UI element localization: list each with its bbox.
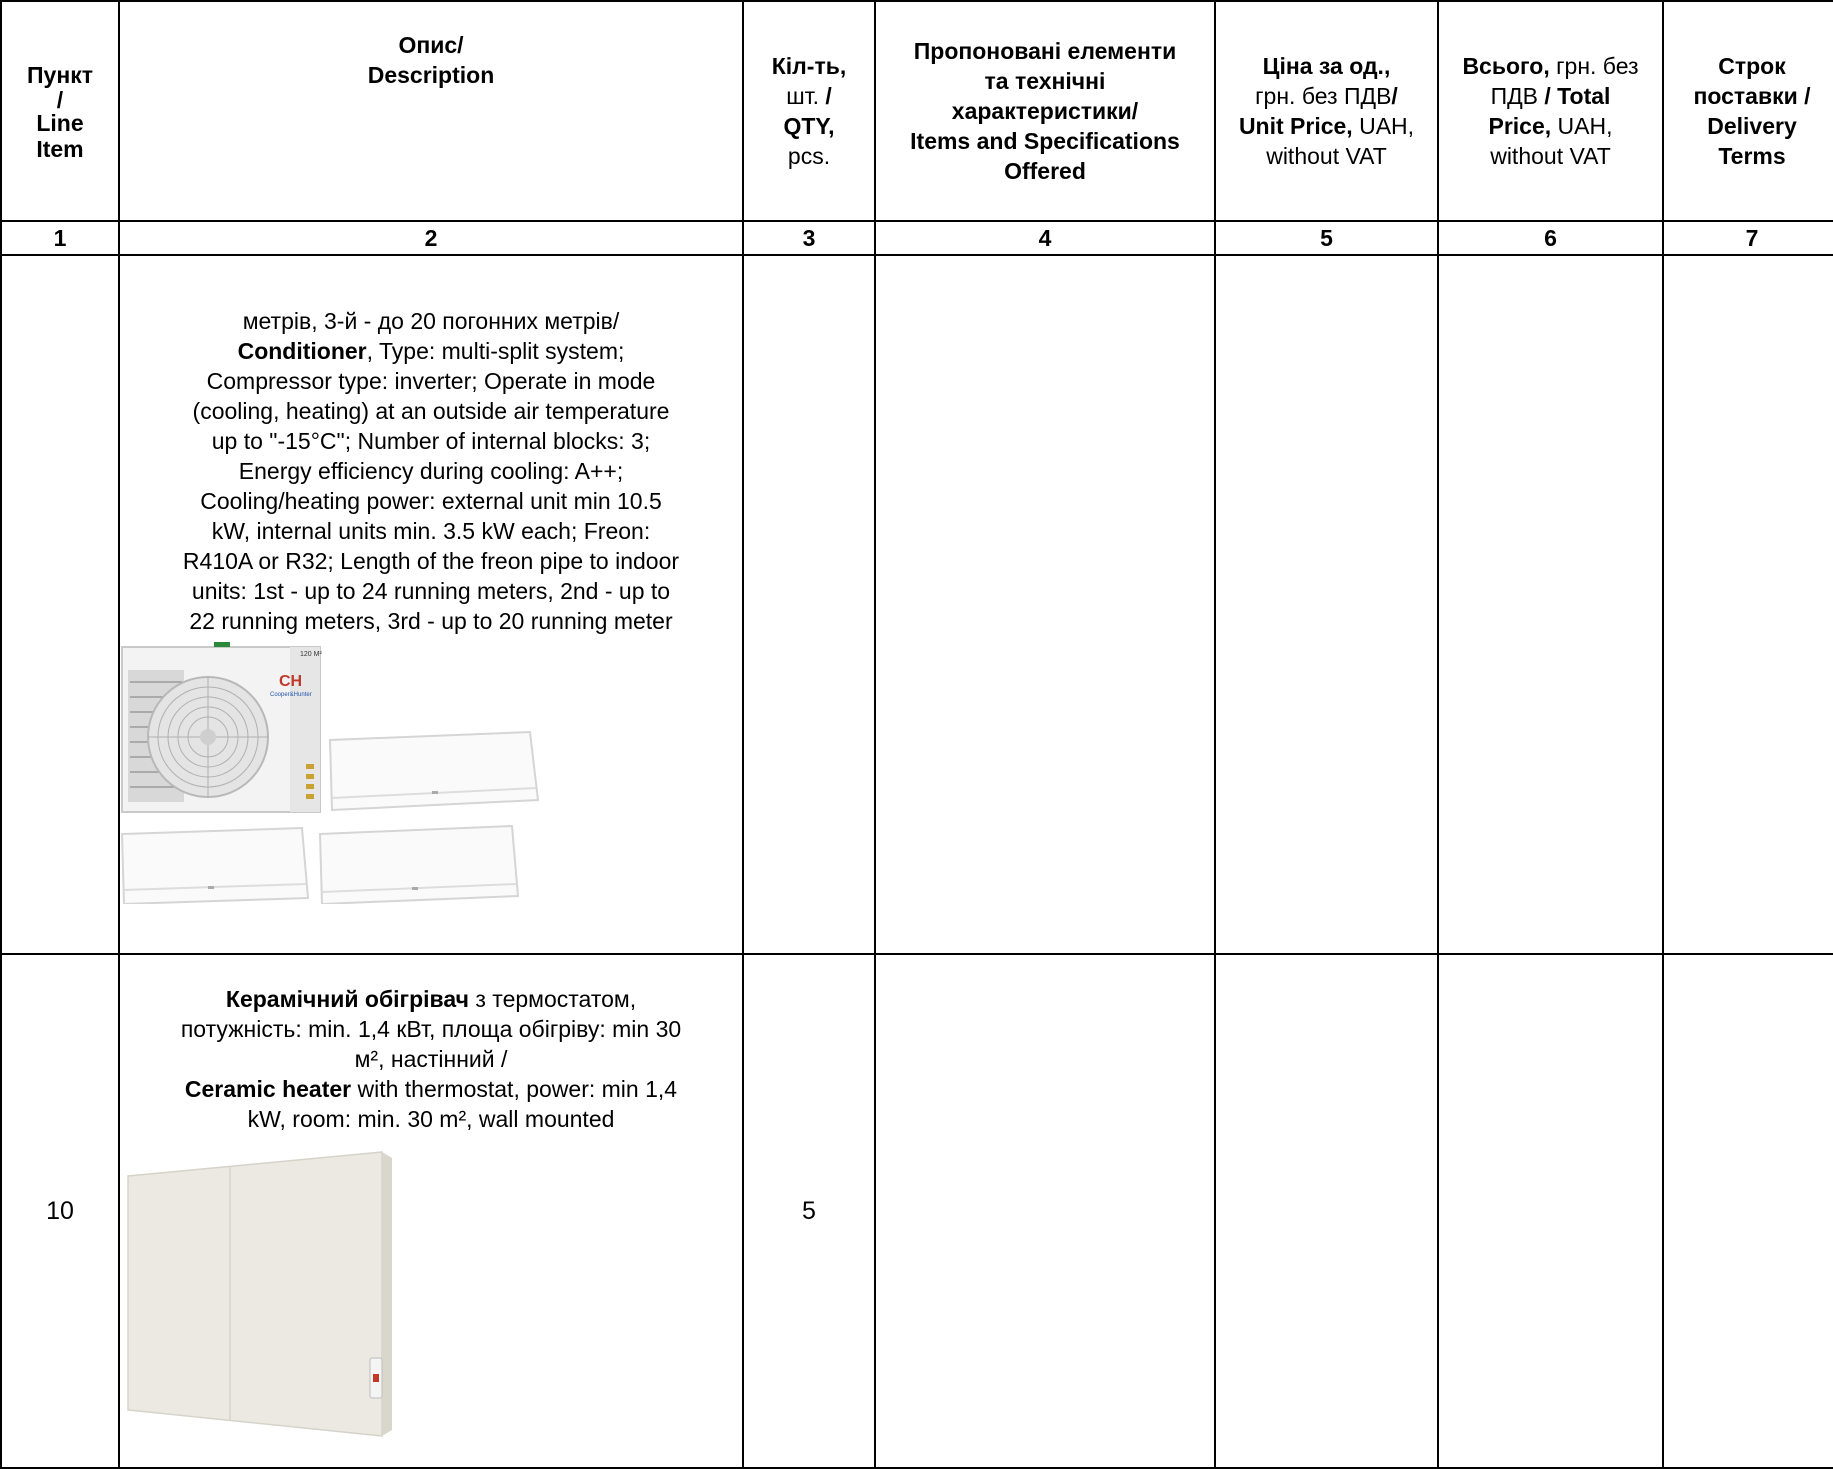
description-line: units: 1st - up to 24 running meters, 2nd - up to [191, 577, 671, 604]
column-number: 1 [1, 221, 119, 255]
area-label: 120 M² [300, 650, 322, 658]
header-text: Пропоновані елементи [913, 38, 1177, 64]
description-cell [119, 954, 743, 1468]
header-text: Item [36, 136, 84, 162]
header-text: Пункт [27, 62, 93, 88]
header-text: поставки / [1693, 83, 1811, 109]
header-text: ПДВ [1490, 83, 1539, 109]
header-text: pcs. [787, 143, 831, 169]
description-bold: Conditioner [237, 337, 367, 364]
description-line: (cooling, heating) at an outside air temperature [192, 397, 670, 424]
header-qty [743, 1, 875, 221]
description-line: with thermostat, power: min 1,4 [351, 1076, 678, 1102]
brand-subtitle: Cooper&Hunter [270, 691, 312, 698]
header-text: характеристики/ [951, 98, 1139, 124]
header-text: Опис/ [398, 32, 464, 58]
description-line: Cooling/heating power: external unit min 10.5 [200, 487, 662, 514]
description-line: метрів, 3-й - до 20 погонних метрів/ [242, 307, 620, 334]
description-cell [119, 255, 743, 954]
header-text: Всього, [1462, 53, 1550, 79]
column-number: 5 [1215, 221, 1438, 255]
delivery-terms-cell [1663, 255, 1833, 954]
total-price-cell [1438, 954, 1663, 1468]
total-price-cell [1438, 255, 1663, 954]
header-text: / Total [1538, 83, 1611, 109]
header-text: грн. без ПДВ [1255, 83, 1392, 109]
description-line: Compressor type: inverter; Operate in mode [206, 367, 656, 394]
header-text: without VAT [1490, 143, 1611, 169]
header-text: UAH, [1551, 113, 1613, 139]
unit-price-cell [1215, 255, 1438, 954]
specs-offered-cell [875, 954, 1215, 1468]
ceramic-heater-image [120, 1148, 410, 1438]
header-text: Offered [1004, 158, 1086, 184]
description-line: м², настінний / [354, 1046, 508, 1072]
header-text: шт. [786, 83, 820, 109]
header-row [1, 1, 1833, 221]
header-line-item [1, 1, 119, 221]
header-text: Кіл-ть, [771, 53, 847, 79]
description-line: з термостатом, [468, 986, 637, 1012]
description-line: , Type: multi-split system; [366, 337, 625, 364]
header-text: without VAT [1266, 143, 1387, 169]
description-line: R410A or R32; Length of the freon pipe to indoor [182, 547, 680, 574]
header-text: Строк [1718, 53, 1786, 79]
unit-price-cell [1215, 954, 1438, 1468]
description-line: потужність: min. 1,4 кВт, площа обігріву: min 30 [180, 1016, 682, 1042]
header-text: Price, [1488, 113, 1552, 139]
column-number: 6 [1438, 221, 1663, 255]
table-row [1, 954, 1833, 1468]
brand-logo: CH [279, 672, 303, 690]
header-description [119, 1, 743, 221]
qty-cell: 5 [743, 954, 875, 1468]
table-row [1, 255, 1833, 954]
item-number-cell: 10 [1, 954, 119, 1468]
header-text: Delivery [1707, 113, 1797, 139]
delivery-terms-cell [1663, 954, 1833, 1468]
description-bold: Керамічний обігрівач [225, 986, 469, 1012]
item-number-cell [1, 255, 119, 954]
header-text: Unit Price, [1238, 113, 1353, 139]
header-text: UAH, [1352, 113, 1415, 139]
header-text: / [819, 83, 832, 109]
description-line: kW, internal units min. 3.5 kW each; Freon: [211, 517, 651, 544]
description-line: Energy efficiency during cooling: A++; [238, 457, 624, 484]
header-total-price [1438, 1, 1663, 221]
air-conditioner-image [120, 642, 550, 904]
header-text: Ціна за од., [1262, 53, 1391, 79]
column-number: 7 [1663, 221, 1833, 255]
description-line: 22 running meters, 3rd - up to 20 running meter [189, 607, 673, 634]
description-line: kW, room: min. 30 m², wall mounted [247, 1106, 615, 1132]
specs-offered-cell [875, 255, 1215, 954]
header-text: Line [36, 110, 84, 136]
header-text: QTY, [783, 113, 835, 139]
header-text: Items and Specifications [910, 128, 1180, 154]
header-text: / [1391, 83, 1398, 109]
description-bold: Ceramic heater [184, 1076, 352, 1102]
header-text: та технічні [984, 68, 1106, 94]
qty-cell [743, 255, 875, 954]
header-items-specs [875, 1, 1215, 221]
header-text: грн. без [1549, 53, 1639, 79]
description-line: up to "-15°C"; Number of internal blocks: 3; [211, 427, 651, 454]
column-number: 4 [875, 221, 1215, 255]
header-unit-price [1215, 1, 1438, 221]
column-number: 3 [743, 221, 875, 255]
header-delivery-terms [1663, 1, 1833, 221]
header-text: / [56, 87, 64, 113]
column-number-row [1, 221, 1833, 255]
header-text: Description [367, 62, 495, 88]
header-text: Terms [1718, 143, 1786, 169]
column-number: 2 [119, 221, 743, 255]
